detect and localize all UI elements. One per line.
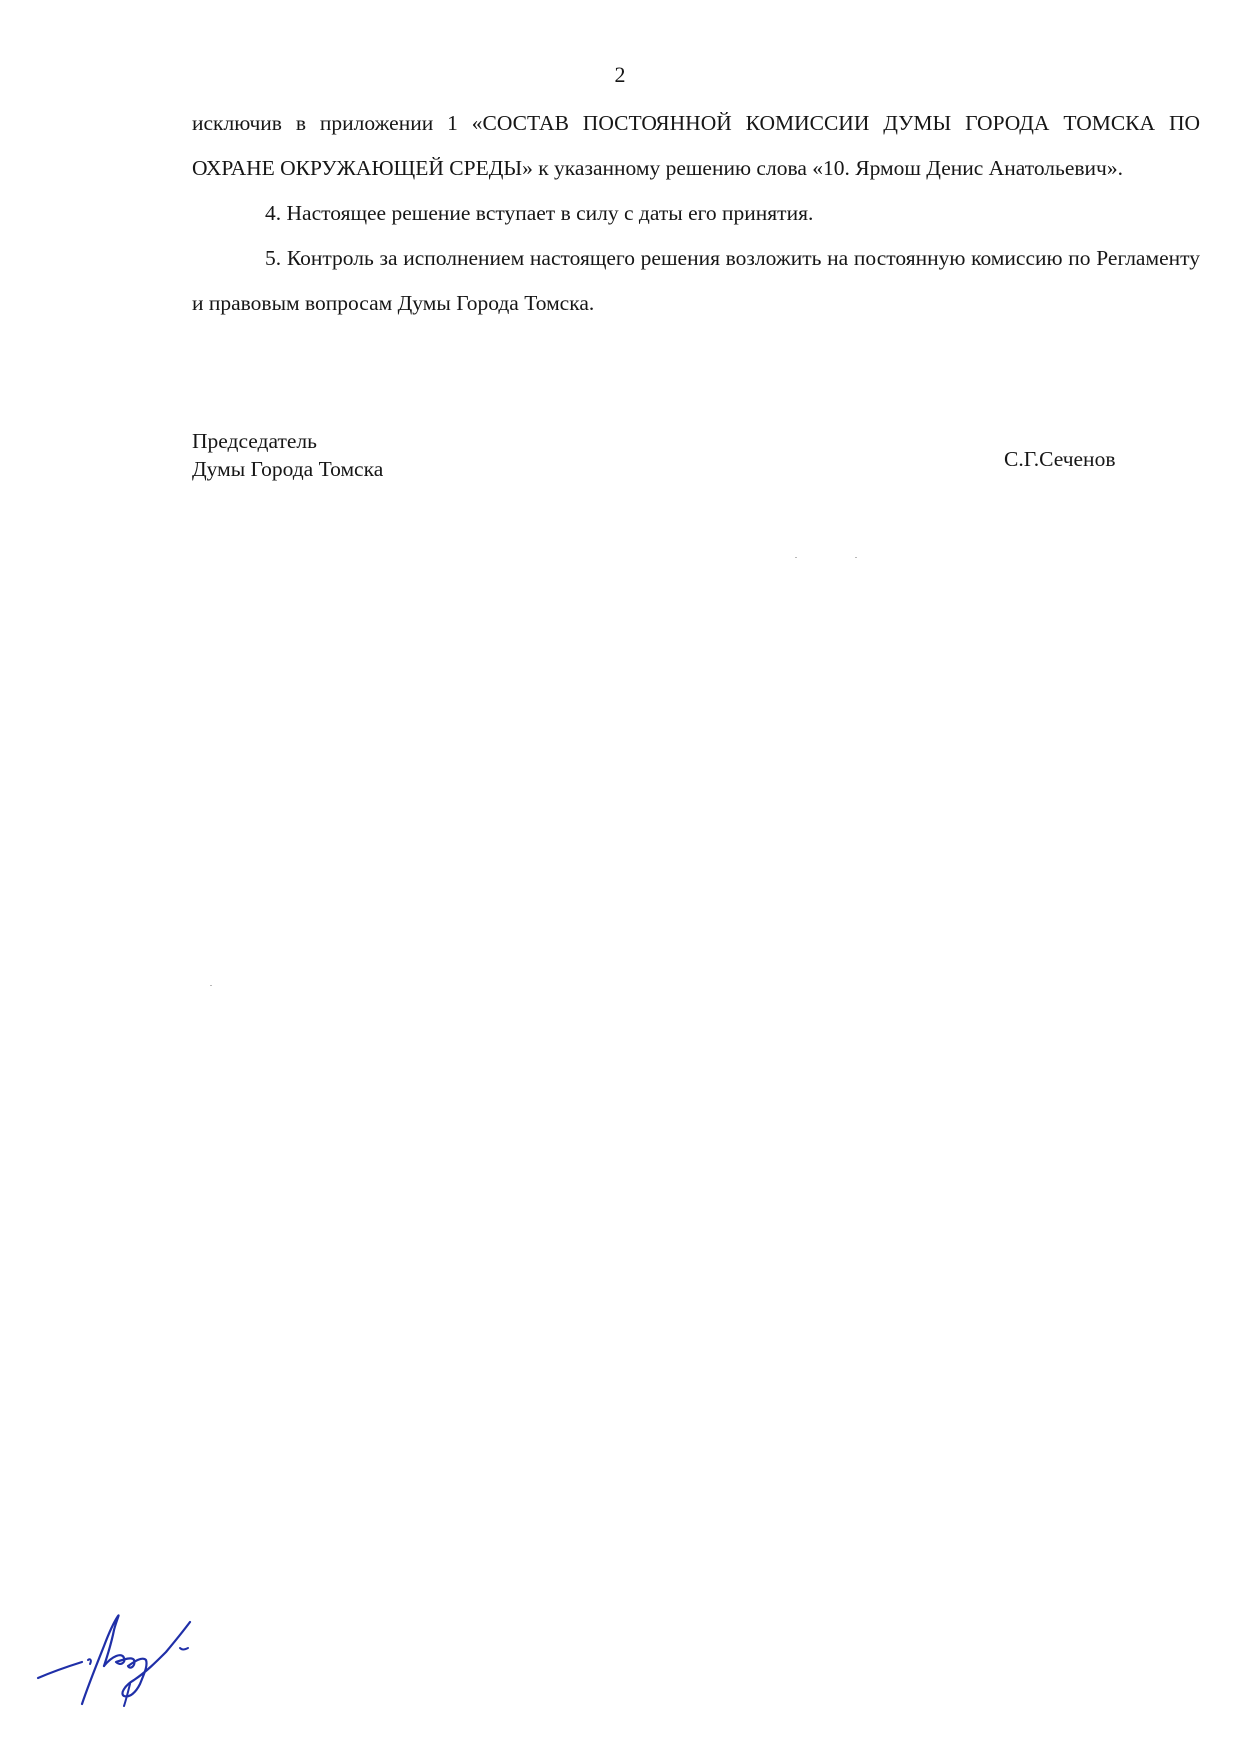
paragraph-effective-date: 4. Настоящее решение вступает в силу с даты его принятия. xyxy=(265,201,814,225)
scan-speck xyxy=(210,985,212,986)
paragraph-exclusion: исключив в приложении 1 «СОСТАВ ПОСТОЯННОЙ КОМИССИИ ДУМЫ ГОРОДА ТОМСКА ПО ОХРАНЕ ОКРУЖАЮЩЕЙ СРЕДЫ» к указанному решению слова «10. Ярмош Денис Анатольевич». xyxy=(192,111,1200,180)
document-body xyxy=(192,101,1200,326)
signatory-title xyxy=(192,427,383,483)
signatory-name: С.Г.Сеченов xyxy=(1004,447,1116,471)
signatory-title-line2: Думы Города Томска xyxy=(192,457,384,481)
scan-speck xyxy=(855,557,857,558)
scan-speck xyxy=(795,557,797,558)
handwritten-signature-image xyxy=(30,1600,220,1720)
page-number: 2 xyxy=(614,62,626,87)
signatory-title-line1: Председатель xyxy=(192,429,317,453)
paragraph-control: 5. Контроль за исполнением настоящего решения возложить на постоянную комиссию по Регламенту и правовым вопросам Думы Города Томска. xyxy=(192,246,1200,315)
